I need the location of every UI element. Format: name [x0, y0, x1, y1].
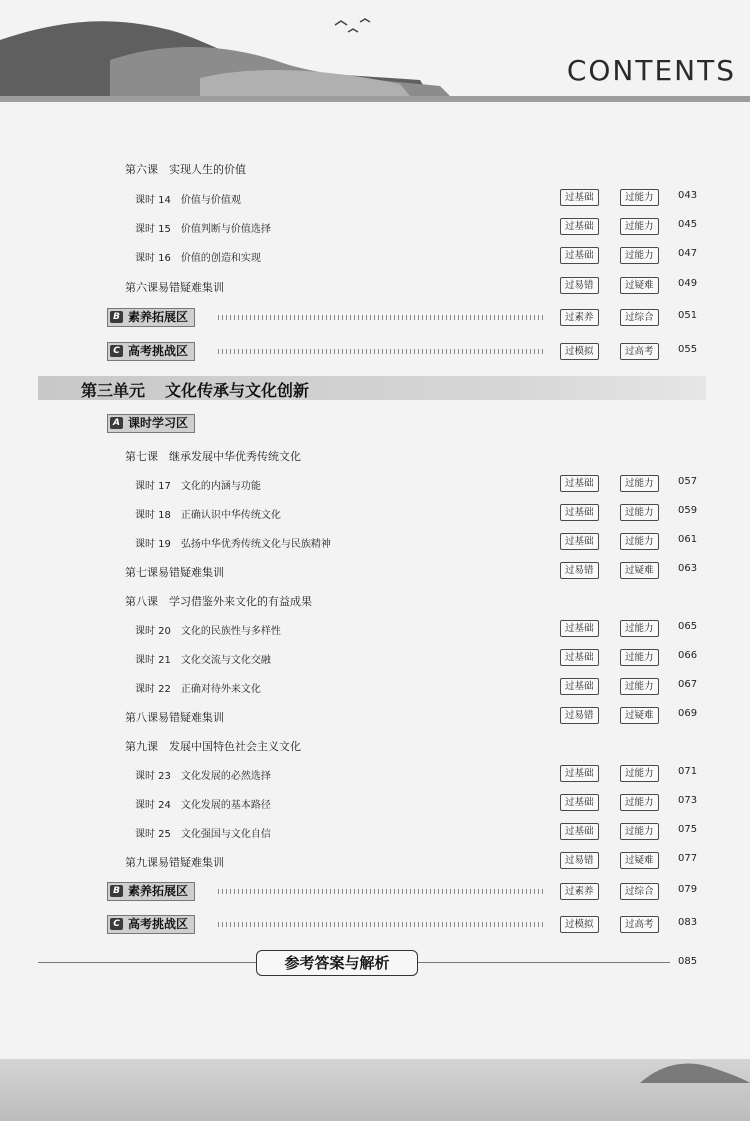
mistakes-badge[interactable]: 过易错 — [560, 562, 599, 579]
difficulties-badge[interactable]: 过疑难 — [620, 707, 659, 724]
header — [0, 0, 750, 102]
topic-row[interactable] — [0, 764, 750, 786]
divider — [38, 962, 256, 963]
expand-zone-row[interactable] — [0, 308, 750, 330]
study-zone-tag — [107, 414, 195, 433]
review-label: 第九课易错疑难集训 — [125, 856, 224, 869]
expand-zone-tag — [107, 308, 195, 327]
mistakes-badge[interactable]: 过易错 — [560, 852, 599, 869]
unit-title — [81, 378, 309, 401]
mistakes-badge[interactable]: 过易错 — [560, 277, 599, 294]
zone-label: 高考挑战区 — [128, 917, 189, 931]
lesson-title: 第七课 继承发展中华优秀传统文化 — [125, 450, 301, 463]
lesson-heading[interactable] — [0, 158, 750, 180]
basic-badge[interactable]: 过基础 — [560, 247, 599, 264]
topic-label: 课时 14 价值与价值观 — [135, 195, 241, 206]
page-number: 083 — [678, 917, 698, 928]
lesson-heading[interactable] — [0, 590, 750, 612]
topic-label: 课时 24 文化发展的基本路径 — [135, 800, 271, 811]
page-number: 085 — [678, 956, 698, 967]
challenge-zone-row[interactable] — [0, 342, 750, 364]
ability-badge[interactable]: 过能力 — [620, 649, 659, 666]
page-number: 071 — [678, 766, 698, 777]
contents-title: CONTENTS — [566, 54, 736, 87]
ability-badge[interactable]: 过能力 — [620, 189, 659, 206]
challenge-zone-tag — [107, 342, 195, 361]
comprehensive-badge[interactable]: 过综合 — [620, 309, 659, 326]
topic-label: 课时 17 文化的内涵与功能 — [135, 481, 261, 492]
topic-label: 课时 23 文化发展的必然选择 — [135, 771, 271, 782]
ability-badge[interactable]: 过能力 — [620, 533, 659, 550]
review-label: 第八课易错疑难集训 — [125, 711, 224, 724]
mistakes-badge[interactable]: 过易错 — [560, 707, 599, 724]
topic-row[interactable] — [0, 822, 750, 844]
lesson-title: 第六课 实现人生的价值 — [125, 163, 246, 176]
ability-badge[interactable]: 过能力 — [620, 765, 659, 782]
page-number: 065 — [678, 621, 698, 632]
basic-badge[interactable]: 过基础 — [560, 620, 599, 637]
topic-label: 课时 22 正确对待外来文化 — [135, 684, 261, 695]
zone-key-icon: A — [110, 417, 123, 429]
basic-badge[interactable]: 过基础 — [560, 678, 599, 695]
zone-label: 高考挑战区 — [128, 344, 189, 358]
page-number: 045 — [678, 219, 698, 230]
page-number: 073 — [678, 795, 698, 806]
lesson-heading[interactable] — [0, 735, 750, 757]
mock-badge[interactable]: 过模拟 — [560, 916, 599, 933]
ability-badge[interactable]: 过能力 — [620, 218, 659, 235]
footer-band — [0, 1059, 750, 1121]
dot-leader — [218, 889, 546, 894]
topic-label: 课时 15 价值判断与价值选择 — [135, 224, 271, 235]
page-number: 075 — [678, 824, 698, 835]
topic-label: 课时 16 价值的创造和实现 — [135, 253, 261, 264]
difficulties-badge[interactable]: 过疑难 — [620, 852, 659, 869]
topic-row[interactable] — [0, 532, 750, 554]
topic-row[interactable] — [0, 217, 750, 239]
topic-label: 课时 25 文化强国与文化自信 — [135, 829, 271, 840]
hill-icon — [640, 1059, 750, 1083]
challenge-zone-row[interactable] — [0, 915, 750, 937]
page-number: 047 — [678, 248, 698, 259]
ability-badge[interactable]: 过能力 — [620, 247, 659, 264]
basic-badge[interactable]: 过基础 — [560, 533, 599, 550]
zone-key-icon: B — [110, 311, 123, 323]
literacy-badge[interactable]: 过素养 — [560, 883, 599, 900]
zone-key-icon: B — [110, 885, 123, 897]
topic-row[interactable] — [0, 188, 750, 210]
difficulties-badge[interactable]: 过疑难 — [620, 277, 659, 294]
page-number: 061 — [678, 534, 698, 545]
ability-badge[interactable]: 过能力 — [620, 504, 659, 521]
topic-label: 课时 20 文化的民族性与多样性 — [135, 626, 281, 637]
page-number: 079 — [678, 884, 698, 895]
ability-badge[interactable]: 过能力 — [620, 794, 659, 811]
review-row[interactable] — [0, 561, 750, 583]
basic-badge[interactable]: 过基础 — [560, 794, 599, 811]
page-number: 043 — [678, 190, 698, 201]
topic-row[interactable] — [0, 503, 750, 525]
lesson-heading[interactable] — [0, 445, 750, 467]
expand-zone-tag — [107, 882, 195, 901]
ability-badge[interactable]: 过能力 — [620, 475, 659, 492]
topic-label: 课时 19 弘扬中华优秀传统文化与民族精神 — [135, 539, 331, 550]
gaokao-badge[interactable]: 过高考 — [620, 916, 659, 933]
basic-badge[interactable]: 过基础 — [560, 189, 599, 206]
topic-label: 课时 18 正确认识中华传统文化 — [135, 510, 281, 521]
dot-leader — [218, 349, 546, 354]
divider — [418, 962, 670, 963]
review-row[interactable] — [0, 851, 750, 873]
mock-badge[interactable]: 过模拟 — [560, 343, 599, 360]
header-rule — [0, 96, 750, 102]
ability-badge[interactable]: 过能力 — [620, 620, 659, 637]
zone-key-icon: C — [110, 345, 123, 357]
topic-row[interactable] — [0, 246, 750, 268]
review-label: 第七课易错疑难集训 — [125, 566, 224, 579]
dot-leader — [218, 922, 546, 927]
basic-badge[interactable]: 过基础 — [560, 649, 599, 666]
page-number: 077 — [678, 853, 698, 864]
study-zone-row[interactable] — [0, 414, 750, 436]
unit-number: 第三单元 — [81, 381, 146, 400]
lesson-title: 第九课 发展中国特色社会主义文化 — [125, 740, 301, 753]
lesson-title: 第八课 学习借鉴外来文化的有益成果 — [125, 595, 312, 608]
zone-label: 素养拓展区 — [128, 310, 189, 324]
basic-badge[interactable]: 过基础 — [560, 475, 599, 492]
topic-row[interactable] — [0, 474, 750, 496]
ability-badge[interactable]: 过能力 — [620, 678, 659, 695]
review-label: 第六课易错疑难集训 — [125, 281, 224, 294]
page-number: 057 — [678, 476, 698, 487]
page-number: 049 — [678, 278, 698, 289]
page-number: 063 — [678, 563, 698, 574]
zone-label: 素养拓展区 — [128, 884, 189, 898]
unit-banner[interactable] — [38, 376, 706, 400]
difficulties-badge[interactable]: 过疑难 — [620, 562, 659, 579]
page-number: 066 — [678, 650, 698, 661]
challenge-zone-tag — [107, 915, 195, 934]
basic-badge[interactable]: 过基础 — [560, 823, 599, 840]
answers-row[interactable] — [0, 948, 750, 978]
topic-row[interactable] — [0, 793, 750, 815]
literacy-badge[interactable]: 过素养 — [560, 309, 599, 326]
review-row[interactable] — [0, 706, 750, 728]
ability-badge[interactable]: 过能力 — [620, 823, 659, 840]
unit-name: 文化传承与文化创新 — [165, 381, 310, 400]
basic-badge[interactable]: 过基础 — [560, 218, 599, 235]
review-row[interactable] — [0, 276, 750, 298]
basic-badge[interactable]: 过基础 — [560, 765, 599, 782]
dot-leader — [218, 315, 546, 320]
page-number: 051 — [678, 310, 698, 321]
zone-key-icon: C — [110, 918, 123, 930]
page-number: 067 — [678, 679, 698, 690]
topic-row[interactable] — [0, 648, 750, 670]
topic-row[interactable] — [0, 677, 750, 699]
basic-badge[interactable]: 过基础 — [560, 504, 599, 521]
page-number: 059 — [678, 505, 698, 516]
page-number: 055 — [678, 344, 698, 355]
zone-label: 课时学习区 — [128, 416, 189, 430]
topic-row[interactable] — [0, 619, 750, 641]
answers-label: 参考答案与解析 — [256, 950, 418, 976]
topic-label: 课时 21 文化交流与文化交融 — [135, 655, 271, 666]
gaokao-badge[interactable]: 过高考 — [620, 343, 659, 360]
comprehensive-badge[interactable]: 过综合 — [620, 883, 659, 900]
expand-zone-row[interactable] — [0, 882, 750, 904]
page-number: 069 — [678, 708, 698, 719]
